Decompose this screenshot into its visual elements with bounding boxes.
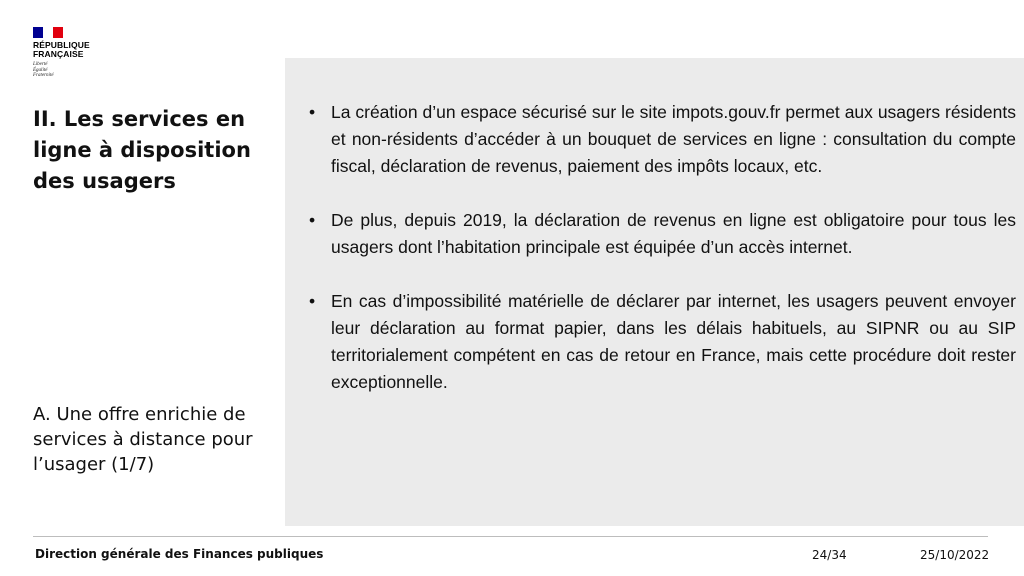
logo-motto: Liberté Égalité Fraternité <box>33 62 54 78</box>
bullet-item <box>307 207 1016 261</box>
french-flag-icon <box>33 27 63 38</box>
bullet-text: En cas d’impossibilité matérielle de déclarer par internet, les usagers peuvent envoyer leur déclaration au format papier, dans les délais habituels, au SIPNR ou au SIP territorialement compétent en cas de retour en France, mais cette procédure doit rester exceptionnelle. <box>331 291 1016 392</box>
content-panel <box>285 58 1024 526</box>
footer-divider <box>33 536 988 537</box>
bullet-dot-icon: • <box>309 210 316 230</box>
bullet-text: De plus, depuis 2019, la déclaration de revenus en ligne est obligatoire pour tous les usagers dont l’habitation principale est équipée d’un accès internet. <box>331 210 1016 257</box>
republique-francaise-logo <box>33 27 113 79</box>
bullet-text: La création d’un espace sécurisé sur le site impots.gouv.fr permet aux usagers résidents et non-résidents d’accéder à un bouquet de services en ligne : consultation du compte fiscal, déclaration de revenus, paiement des impôts locaux, etc. <box>331 102 1016 176</box>
page-number: 24/34 <box>812 548 847 562</box>
section-title: II. Les services en ligne à disposition des usagers <box>33 107 251 193</box>
logo-title: RÉPUBLIQUE FRANÇAISE <box>33 40 90 59</box>
footer-date: 25/10/2022 <box>920 548 990 562</box>
footer-organization: Direction générale des Finances publiques <box>35 547 324 561</box>
bullet-item <box>307 288 1016 396</box>
bullet-list <box>307 99 1016 396</box>
bullet-item <box>307 99 1016 180</box>
bullet-dot-icon: • <box>309 102 316 122</box>
subsection-title: A. Une offre enrichie de services à distance pour l’usager (1/7) <box>33 404 253 475</box>
marianne-icon <box>44 28 51 37</box>
bullet-dot-icon: • <box>309 291 316 311</box>
